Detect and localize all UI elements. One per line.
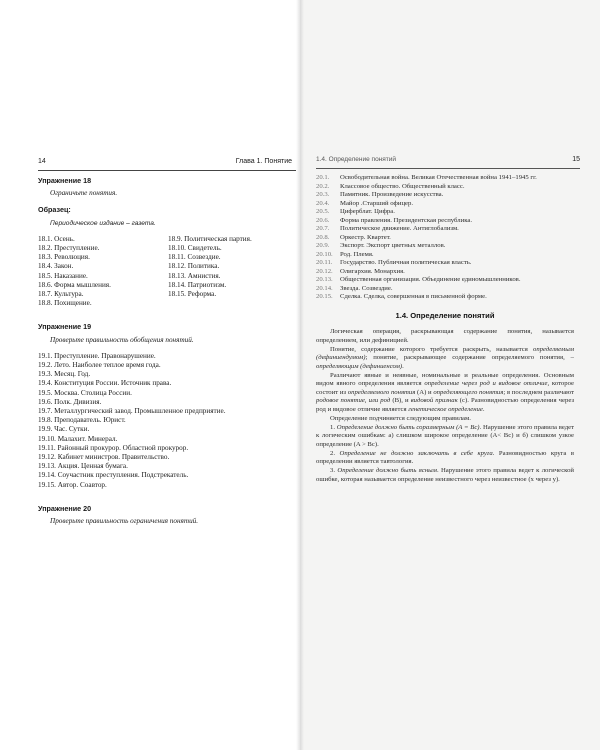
item-text: Общественная организация. Объединение единомышленников. [340,276,521,283]
term: родовое понятие, или род [316,397,391,404]
item-text: Политическое движение. Антиглобализм. [340,225,459,232]
item-number: 20.7. [316,225,330,232]
exercise-18-column-2 [168,235,252,309]
item-text: Майор .Старший офицер. [340,199,414,207]
right-page-header [316,156,580,169]
list-item [316,183,574,192]
item-text: Памятник. Произведение искусства. [340,191,444,198]
list-item [316,191,574,200]
term: определение через род и видовое отличие [424,380,548,387]
item-number: 20.4. [316,199,330,207]
chapter-title: Глава 1. Понятие [235,158,292,165]
item-number: 20.12. [316,267,333,275]
paragraph-text: . Разновидностью круга в определении является тавтология. [316,449,575,465]
item-text: Циферблат. Цифра. [340,208,395,215]
paragraph-2 [316,346,574,372]
term: видовой признак [410,397,458,404]
rule-number: 1. [330,423,337,431]
paragraph-text: . Нарушение этого правила ведет к логической ошибке, которая называется определение неизвестного через неизвестное (x через y). [316,467,574,483]
list-item [316,225,574,234]
paragraph-1: Логическая операция, раскрывающая содержание понятия, называется определением, или дефиницией. [316,328,574,344]
list-item: 18.7. Культура. [38,290,84,299]
item-number: 20.8. [316,233,330,241]
exercise-19-list [38,352,296,490]
exercise-19-task: Проверьте правильность обобщения понятий. [50,335,194,344]
list-item: 18.9. Политическая партия. [168,234,252,243]
list-item [316,242,574,251]
rule-statement: Определение должно быть ясным [337,467,437,474]
list-item: 19.14. Соучастник преступления. Подстрекатель. [38,471,189,480]
list-item: 19.9. Час. Сутки. [38,425,90,434]
item-number: 20.2. [316,182,330,190]
item-number: 20.5. [316,208,330,215]
exercise-18-column-1 [38,235,168,309]
paragraph-4: Определение подчиняется следующим правилам. [330,414,471,422]
item-text: Экспорт. Экспорт цветных металлов. [340,242,446,249]
rule-number: 3. [330,467,338,474]
section-running-title: 1.4. Определение понятий [316,156,397,163]
list-item: 19.2. Лето. Наиболее теплое время года. [38,361,161,370]
term: определяемого понятия [347,388,416,396]
right-page-content [316,174,574,485]
rule-statement: Определение не должно заключать в себе круга [339,449,493,457]
paragraph-text: , которое состоит из [316,380,574,396]
list-item [316,285,574,294]
exercise-20-list [316,174,574,302]
list-item [316,293,574,302]
list-item: 18.4. Закон. [38,262,74,271]
item-number: 20.1. [316,174,330,181]
term: определяющим (дефиниенсом) [316,362,403,370]
list-item: 19.8. Преподаватель. Юрист. [38,416,126,425]
item-number: 20.11. [316,259,333,266]
paragraph-text: . [402,362,404,370]
left-page-content [38,176,296,526]
paragraph-text: ; понятие, раскрывающее содержание определяемого понятия, – [365,354,574,361]
list-item: 18.15. Реформа. [168,290,217,299]
paragraph-text: (A) и [415,388,434,396]
paragraph-3 [316,372,574,415]
item-number: 20.13. [316,276,333,283]
item-text: Оркестр. Квартет. [340,233,391,241]
list-item: 19.7. Металлургический завод. Промышленное предприятие. [38,407,226,416]
paragraph-text: Различают явные и неявные, номинальные и реальные определения. Основным видом явного определения является [316,371,574,387]
list-item: 18.5. Наказание. [38,271,88,280]
item-number: 20.6. [316,216,330,224]
term: определяющего понятия [433,388,504,396]
list-item: 18.3. Революция. [38,253,90,262]
paragraph-text: (B), и [390,397,411,404]
section-heading: 1.4. Определение понятий [395,310,495,320]
list-item: 19.6. Полк. Дивизия. [38,397,102,406]
book-gutter-shadow [296,0,304,750]
item-number: 20.14. [316,284,333,292]
list-item [316,234,574,243]
rule-1 [316,424,574,450]
exercise-18-title: Упражнение 18 [38,176,92,185]
list-item: 18.1. Осень. [38,234,75,243]
rule-number: 2. [330,449,340,457]
list-item: 18.8. Похищение. [38,299,92,308]
paragraph-text: . [482,405,485,413]
list-item [316,174,574,183]
exercise-18-task: Ограничьте понятия. [50,189,118,198]
exercise-20-task: Проверьте правильность ограничения понятий. [50,517,199,526]
list-item: 18.2. Преступление. [38,244,100,253]
list-item [316,251,574,260]
item-text: Классовое общество. Общественный класс. [340,182,465,190]
page-number: 14 [38,158,46,165]
exercise-19-title: Упражнение 19 [38,322,92,332]
item-number: 20.10. [316,250,333,258]
item-text: Освободительная война. Великая Отечественная война 1941–1945 гг. [340,174,537,181]
term: генетическое определение [408,405,483,413]
paragraph-text: ; в последнем различают [503,388,574,396]
list-item [316,217,574,226]
list-item: 18.12. Политика. [168,262,220,271]
item-number: 20.9. [316,242,330,249]
list-item: 18.6. Форма мышления. [38,280,111,289]
rule-2 [316,450,574,467]
item-text: Олигархия. Монархия. [340,267,405,275]
item-number: 20.3. [316,191,330,198]
paragraph-text: . Нарушение этого правила ведет к логическим ошибкам: а) слишком широкое определение (A< Bc) и б) слишком узкое определение (A > Bc). [316,423,575,448]
list-item: 18.14. Патриотизм. [168,280,227,289]
list-item [316,208,574,217]
list-item: 19.15. Автор. Соавтор. [38,480,107,489]
list-item [316,200,574,209]
rule-3 [316,467,574,484]
paragraph-text: (c). Разновидностью определения через род и видовое отличие является [316,397,575,413]
item-text: Род. Племя. [340,250,374,258]
list-item: 19.13. Акция. Ценная бумага. [38,462,128,471]
list-item: 18.10. Свидетель. [168,244,222,253]
list-item [316,276,574,285]
list-item: 19.10. Малахит. Минерал. [38,434,118,443]
list-item: 19.12. Кабинет министров. Правительство. [38,453,170,462]
rule-statement: Определение должно быть соразмерным (A = Bc) [336,423,480,431]
sample-text: Периодическое издание – газета. [50,219,156,227]
item-text: Звезда. Созвездие. [340,284,393,292]
list-item: 19.11. Районный прокурор. Областной прокурор. [38,443,189,452]
term: определяемым (дефиниендумом) [316,345,574,361]
page-number: 15 [572,156,580,163]
list-item: 19.3. Месяц. Год. [38,370,91,379]
item-text: Сделка. Сделка, совершенная в письменной форме. [340,293,487,300]
exercise-20-title: Упражнение 20 [38,503,92,513]
right-page [300,0,600,750]
list-item: 18.13. Амнистия. [168,271,221,280]
item-number: 20.15. [316,293,333,300]
item-text: Государство. Публичная политическая власть. [340,259,472,266]
list-item [316,259,574,268]
list-item: 19.1. Преступление. Правонарушение. [38,351,156,360]
item-text: Форма правления. Президентская республика. [340,216,472,224]
left-page-header [38,158,296,171]
list-item: 18.11. Созвездие. [168,253,221,262]
list-item: 19.4. Конституция России. Источник права. [38,379,172,388]
sample-title: Образец: [38,205,71,215]
list-item [316,268,574,277]
list-item: 19.5. Москва. Столица России. [38,388,132,397]
paragraph-text: Понятие, содержание которого требуется раскрыть, называется [330,345,533,353]
exercise-18-list [38,235,296,309]
